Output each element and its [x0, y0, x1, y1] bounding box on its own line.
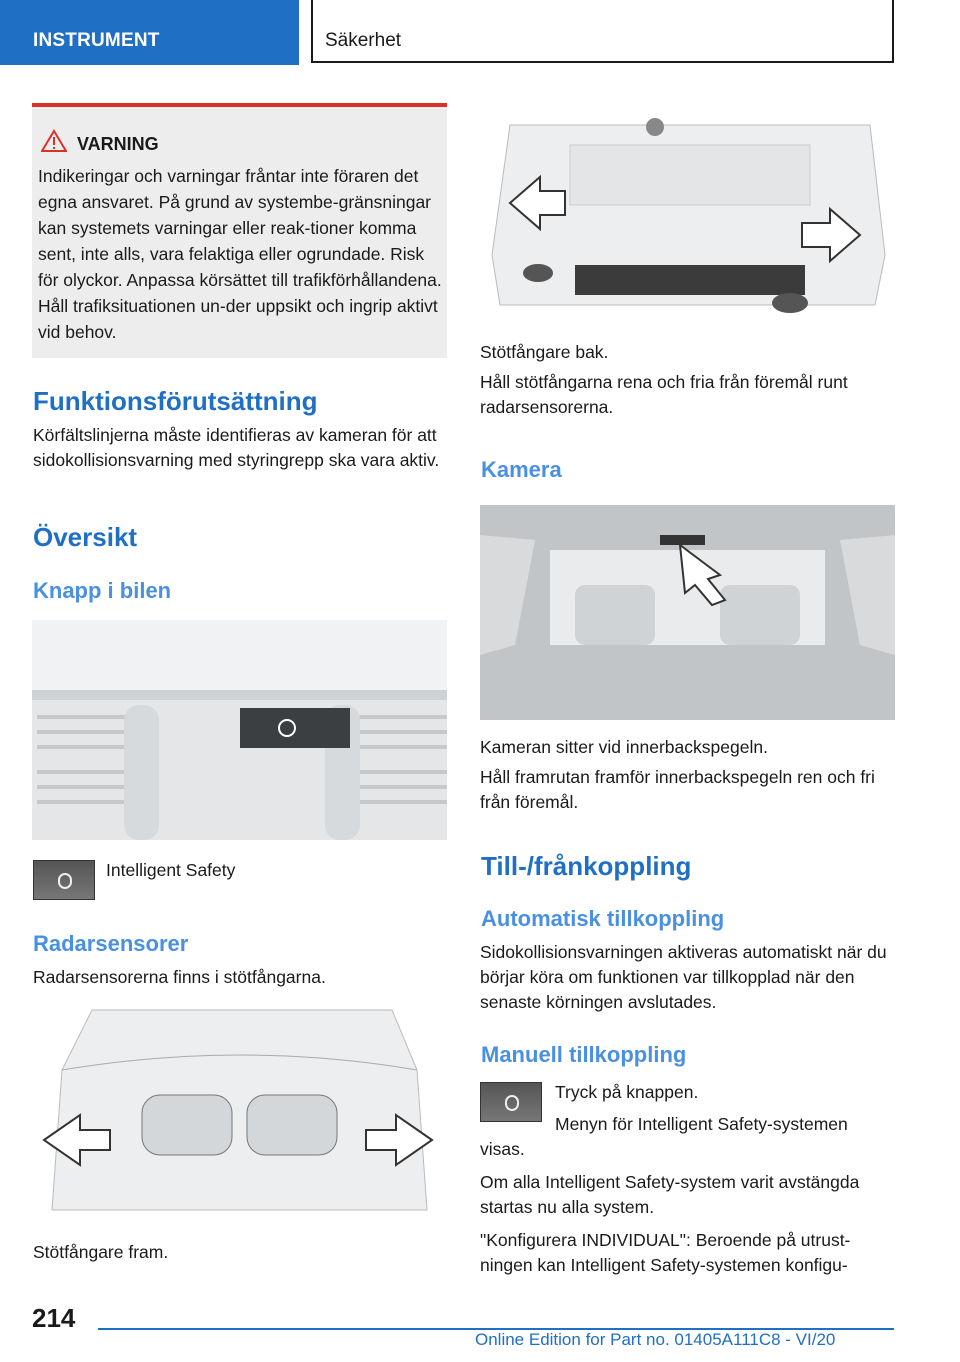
para-all-off: Om alla Intelligent Safety-system varit avstängda startas nu alla system. — [480, 1172, 860, 1217]
chapter-title: Säkerhet — [325, 30, 402, 51]
para-press-button: Tryck på knappen. — [555, 1082, 699, 1102]
section-tab — [0, 0, 299, 65]
warning-title: VARNING — [77, 134, 159, 154]
para-camera-location: Kameran sitter vid innerbackspegeln. — [480, 737, 768, 757]
para-rear-bumper: Håll stötfångarna rena och fria från föremål runt radarsensorerna. — [480, 372, 848, 417]
page-number: 214 — [32, 1303, 76, 1333]
heading-radar: Radarsensorer — [33, 931, 189, 956]
intelligent-safety-button-icon — [33, 860, 95, 900]
para-radar: Radarsensorerna finns i stötfångarna. — [33, 967, 326, 987]
heading-kamera: Kamera — [481, 457, 562, 482]
para-configure: "Konfigurera INDIVIDUAL": Beroende på utrust-ningen kan Intelligent Safety-systemen konfigu- — [480, 1230, 851, 1275]
camera-interior-image — [480, 505, 895, 720]
heading-knapp: Knapp i bilen — [33, 578, 172, 603]
heading-manuell: Manuell tillkoppling — [481, 1042, 687, 1067]
caption-front-bumper: Stötfångare fram. — [33, 1242, 169, 1262]
warning-triangle-icon — [41, 129, 67, 153]
para-camera-clean: Håll framrutan framför innerbackspegeln ren och fri från föremål. — [480, 767, 875, 812]
heading-funktion: Funktionsförutsättning — [33, 386, 318, 416]
heading-till-fran: Till-/frånkoppling — [481, 851, 692, 881]
front-bumper-image — [32, 1000, 447, 1225]
rear-bumper-image — [480, 105, 895, 320]
heading-oversikt: Översikt — [33, 522, 138, 552]
heading-auto: Automatisk tillkoppling — [481, 906, 725, 931]
section-title: INSTRUMENT — [33, 30, 160, 51]
warning-text: Indikeringar och varningar fråntar inte föraren det egna ansvaret. På grund av systembe-gränsningar kan systemets varningar eller reak-tioner komma sent, inte alls, vara felaktiga eller ogrundade. Risk för olyckor. Anpassa körsättet till trafikförhållandena. Håll trafiksituationen un-der uppsikt och ingrip aktivt vid behov. — [38, 166, 442, 342]
para-menu-shown: Menyn för Intelligent Safety-systemen visas. — [480, 1114, 848, 1159]
footer-edition: Online Edition for Part no. 01405A111C8 - VI/20 — [475, 1330, 836, 1349]
caption-rear-bumper: Stötfångare bak. — [480, 342, 609, 362]
chapter-tab — [311, 0, 894, 63]
dashboard-button-image — [32, 620, 447, 840]
button-label: Intelligent Safety — [106, 860, 236, 880]
para-funktion: Körfältslinjerna måste identifieras av kameran för att sidokollisionsvarning med styringrepp ska vara aktiv. — [33, 425, 440, 470]
para-auto: Sidokollisionsvarningen aktiveras automatiskt när du börjar köra om funktionen var tillkopplad när den senaste körningen avslutades. — [480, 942, 887, 1012]
